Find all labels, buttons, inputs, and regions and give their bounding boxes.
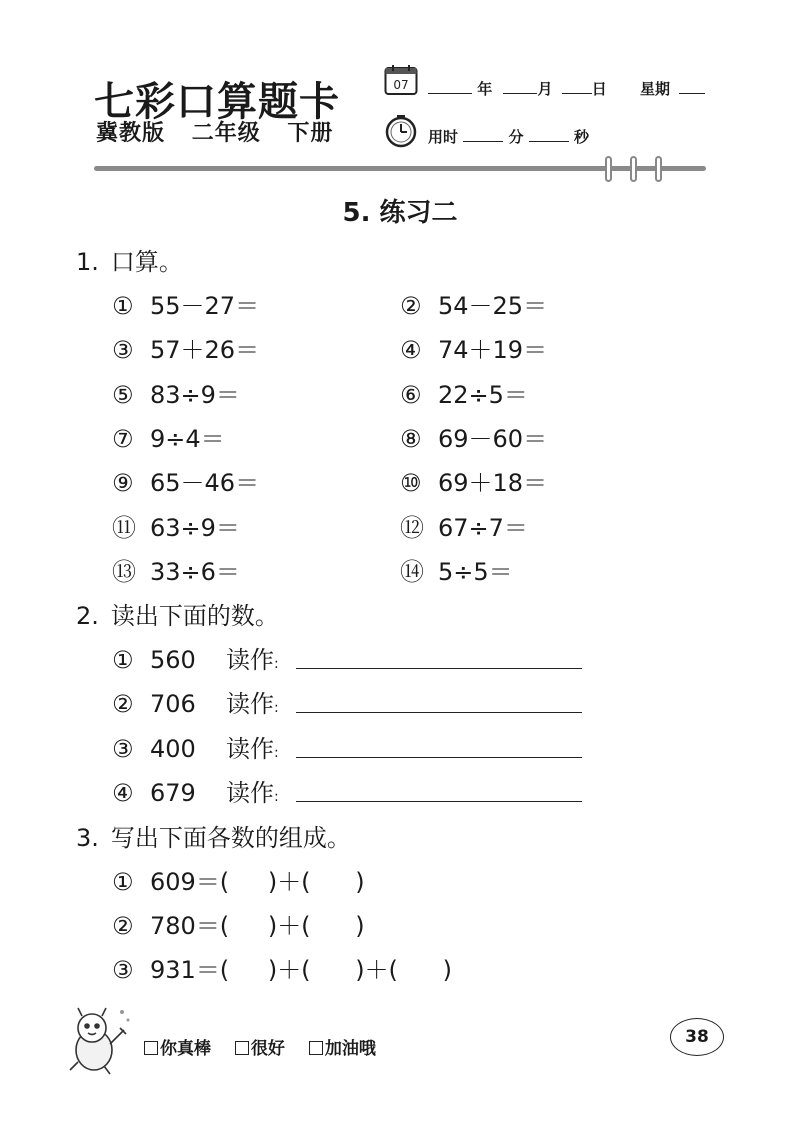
day-label: 日 <box>591 80 607 98</box>
answer-line[interactable] <box>296 668 582 669</box>
math-problem: ⑥ 22÷5＝ <box>400 380 528 409</box>
seconds-blank[interactable] <box>529 141 569 142</box>
day-blank[interactable] <box>562 93 592 94</box>
clock-icon <box>384 114 418 148</box>
brand-title: 七彩口算题卡 <box>94 78 340 125</box>
volume-label: 下册 <box>287 121 334 146</box>
calendar-icon <box>384 64 418 96</box>
read-item: ④ 679 读作: <box>112 779 279 807</box>
math-problem: ④ 74＋19＝ <box>400 336 548 365</box>
math-problem: ⑩ 69＋18＝ <box>400 469 548 498</box>
math-problem: ⑪ 63÷9＝ <box>112 513 240 542</box>
binder-rings-icon <box>600 156 672 182</box>
math-problem: ⑦ 9÷4＝ <box>112 424 225 453</box>
blank-1[interactable]: ＝( <box>195 956 230 984</box>
blank-3[interactable]: ＋( <box>364 956 398 984</box>
read-item: ② 706 读作: <box>112 690 279 718</box>
grade-label: 二年级 <box>191 121 261 146</box>
weekday-blank[interactable] <box>679 93 705 94</box>
math-problem: ⑨ 65－46＝ <box>112 469 260 498</box>
time-fields <box>428 126 589 147</box>
blank-2[interactable]: ＋( <box>277 956 311 984</box>
seconds-label: 秒 <box>573 128 589 146</box>
section-1-title: 1. 口算。 <box>76 248 183 276</box>
math-problem: ② 54－25＝ <box>400 292 548 320</box>
year-label: 年 <box>477 80 493 98</box>
minutes-label: 分 <box>508 128 524 146</box>
blank-2[interactable]: ＋( <box>277 868 311 896</box>
eval-option[interactable]: 你真棒 <box>144 1039 211 1059</box>
blank-2[interactable]: ＋( <box>277 912 311 940</box>
eval-option[interactable]: 加油哦 <box>309 1039 376 1059</box>
math-problem: ⑤ 83÷9＝ <box>112 380 240 409</box>
checkbox-icon[interactable] <box>144 1041 158 1055</box>
time-used-label: 用时 <box>428 128 459 146</box>
composition-item: ③ 931＝( )＋( )＋( ) <box>112 950 452 985</box>
page-number: 38 <box>670 1018 724 1056</box>
math-problem: ③ 57＋26＝ <box>112 336 260 365</box>
lesson-title: 5. 练习二 <box>342 198 458 228</box>
composition-item: ① 609＝( )＋( ) <box>112 862 365 897</box>
answer-line[interactable] <box>296 757 582 758</box>
composition-item: ② 780＝( )＋( ) <box>112 906 365 941</box>
weekday-label: 星期 <box>639 80 670 98</box>
math-problem: ⑫ 67÷7＝ <box>400 513 528 542</box>
month-blank[interactable] <box>503 93 537 94</box>
calendar-day: 07 <box>393 78 409 92</box>
minutes-blank[interactable] <box>463 141 503 142</box>
answer-line[interactable] <box>296 801 582 802</box>
date-fields <box>428 78 705 99</box>
math-problem: ⑬ 33÷6＝ <box>112 557 240 586</box>
edition-line <box>96 116 351 147</box>
section-3-title: 3. 写出下面各数的组成。 <box>76 824 351 852</box>
answer-line[interactable] <box>296 712 582 713</box>
month-label: 月 <box>537 80 553 98</box>
blank-1[interactable]: ＝( <box>195 868 230 896</box>
math-problem: ⑧ 69－60＝ <box>400 424 548 453</box>
math-problem: ① 55－27＝ <box>112 292 260 320</box>
checkbox-icon[interactable] <box>235 1041 249 1055</box>
mascot-icon <box>64 1000 136 1076</box>
eval-option[interactable]: 很好 <box>235 1039 285 1059</box>
read-item: ③ 400 读作: <box>112 735 279 763</box>
blank-1[interactable]: ＝( <box>195 912 230 940</box>
math-problem: ⑭ 5÷5＝ <box>400 557 513 586</box>
year-blank[interactable] <box>428 93 472 94</box>
edition-label: 冀教版 <box>96 121 166 146</box>
section-2-title: 2. 读出下面的数。 <box>76 602 279 630</box>
read-item: ① 560 读作: <box>112 646 279 674</box>
self-evaluation <box>144 1034 394 1059</box>
checkbox-icon[interactable] <box>309 1041 323 1055</box>
